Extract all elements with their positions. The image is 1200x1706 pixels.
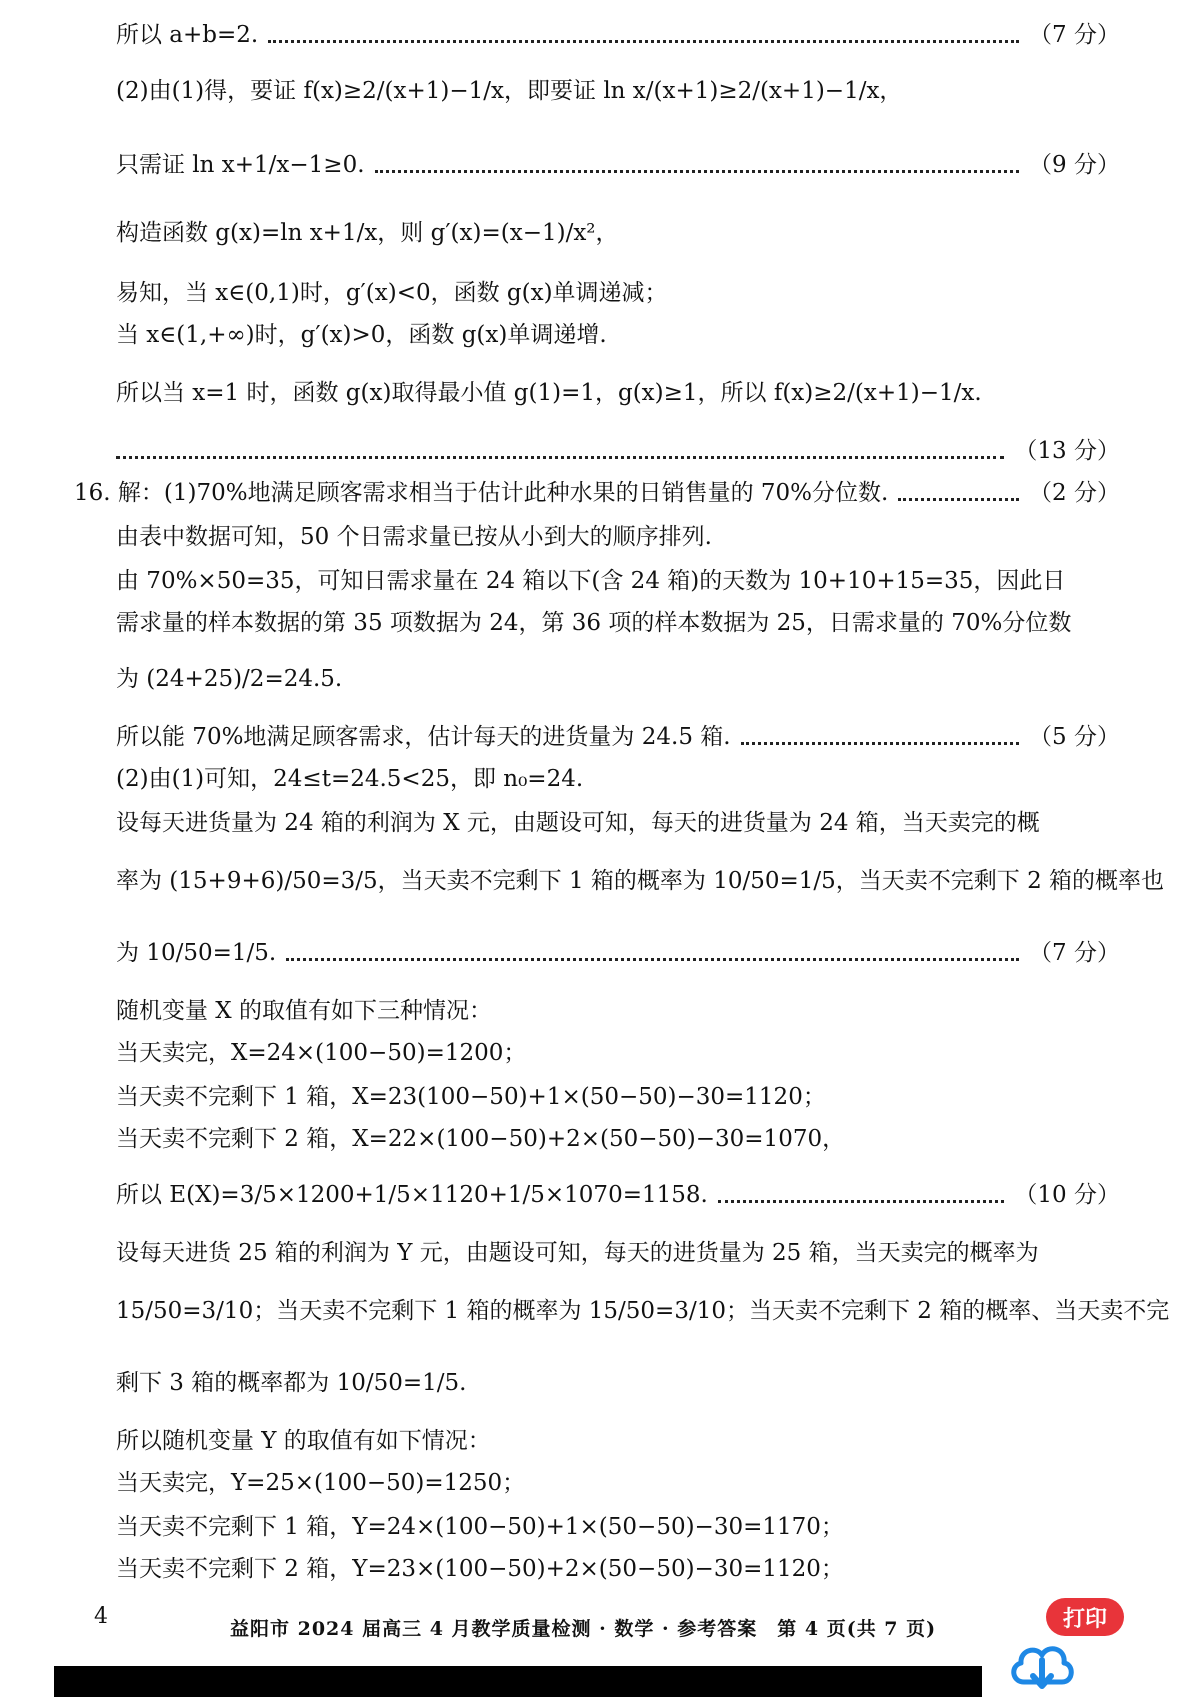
line-11: 由 70%×50=35，可知日需求量在 24 箱以下(含 24 箱)的天数为 10+10+15=35，因此日 — [116, 568, 1066, 594]
line-22: 当天卖不完剩下 2 箱，X=22×(100−50)+2×(50−50)−30=1070， — [116, 1126, 846, 1152]
line-14: 所以能 70%地满足顾客需求，估计每天的进货量为 24.5 箱. （5 分） — [116, 724, 1120, 750]
footer-title: 益阳市 2024 届高三 4 月教学质量检测 · 数学 · 参考答案 第 4 页(共 7 页) — [230, 1618, 937, 1640]
line-18: 为 10/50=1/5. （7 分） — [116, 940, 1120, 966]
line-5: 易知，当 x∈(0,1)时，g′(x)<0，函数 g(x)单调递减； — [116, 280, 668, 306]
line-28: 当天卖完，Y=25×(100−50)=1250； — [116, 1470, 526, 1496]
bottom-bar — [54, 1666, 1144, 1697]
line-12: 需求量的样本数据的第 35 项数据为 24，第 36 项的样本数据为 25，日需求量的 70%分位数 — [116, 610, 1072, 636]
line-9: 16. 解：(1)70%地满足顾客需求相当于估计此种水果的日销售量的 70%分位数. （2 分） — [74, 480, 1120, 506]
leader-dots — [898, 498, 1019, 501]
line-25: 15/50=3/10；当天卖不完剩下 1 箱的概率为 15/50=3/10；当天卖不完剩下 2 箱的概率、当天卖不完 — [116, 1298, 1170, 1324]
line-27: 所以随机变量 Y 的取值有如下情况： — [116, 1428, 491, 1454]
print-button[interactable]: 打印 — [1046, 1598, 1124, 1636]
line-30: 当天卖不完剩下 2 箱，Y=23×(100−50)+2×(50−50)−30=1120； — [116, 1556, 844, 1582]
leader-dots — [286, 958, 1019, 961]
line-23: 所以 E(X)=3/5×1200+1/5×1120+1/5×1070=1158. （10 分） — [116, 1182, 1120, 1208]
leader-dots — [375, 170, 1020, 173]
line-16: 设每天进货量为 24 箱的利润为 X 元，由题设可知，每天的进货量为 24 箱，当天卖完的概 — [116, 810, 1040, 836]
line-3: 只需证 ln x+1/x−1≥0. （9 分） — [116, 152, 1120, 178]
line-19: 随机变量 X 的取值有如下三种情况： — [116, 998, 492, 1024]
line-7: 所以当 x=1 时，函数 g(x)取得最小值 g(1)=1，g(x)≥1，所以 f(x)≥2/(x+1)−1/x. — [116, 380, 982, 406]
line-20: 当天卖完，X=24×(100−50)=1200； — [116, 1040, 527, 1066]
leader-dots — [268, 40, 1019, 43]
line-29: 当天卖不完剩下 1 箱，Y=24×(100−50)+1×(50−50)−30=1170； — [116, 1514, 844, 1540]
line-24: 设每天进货 25 箱的利润为 Y 元，由题设可知，每天的进货量为 25 箱，当天卖完的概率为 — [116, 1240, 1039, 1266]
leader-dots — [741, 742, 1019, 745]
line-2: (2)由(1)得，要证 f(x)≥2/(x+1)−1/x，即要证 ln x/(x+1)≥2/(x+1)−1/x， — [116, 78, 903, 104]
leader-dots — [718, 1200, 1005, 1203]
line-1: 所以 a+b=2. （7 分） — [116, 22, 1120, 48]
line-15: (2)由(1)可知，24≤t=24.5<25，即 n₀=24. — [116, 766, 584, 792]
line-26: 剩下 3 箱的概率都为 10/50=1/5. — [116, 1370, 467, 1396]
cloud-download-icon[interactable] — [1006, 1636, 1078, 1692]
line-10: 由表中数据可知，50 个日需求量已按从小到大的顺序排列. — [116, 524, 712, 550]
line-13: 为 (24+25)/2=24.5. — [116, 666, 343, 692]
line-17: 率为 (15+9+6)/50=3/5，当天卖不完剩下 1 箱的概率为 10/50=1/5，当天卖不完剩下 2 箱的概率也 — [116, 868, 1165, 894]
line-4: 构造函数 g(x)=ln x+1/x，则 g′(x)=(x−1)/x²， — [116, 220, 619, 246]
line-8: （13 分） — [116, 436, 1120, 466]
line-6: 当 x∈(1,+∞)时，g′(x)>0，函数 g(x)单调递增. — [116, 322, 607, 348]
line-21: 当天卖不完剩下 1 箱，X=23(100−50)+1×(50−50)−30=1120； — [116, 1084, 826, 1110]
leader-dots — [116, 456, 1004, 459]
page-number: 4 — [94, 1604, 108, 1629]
